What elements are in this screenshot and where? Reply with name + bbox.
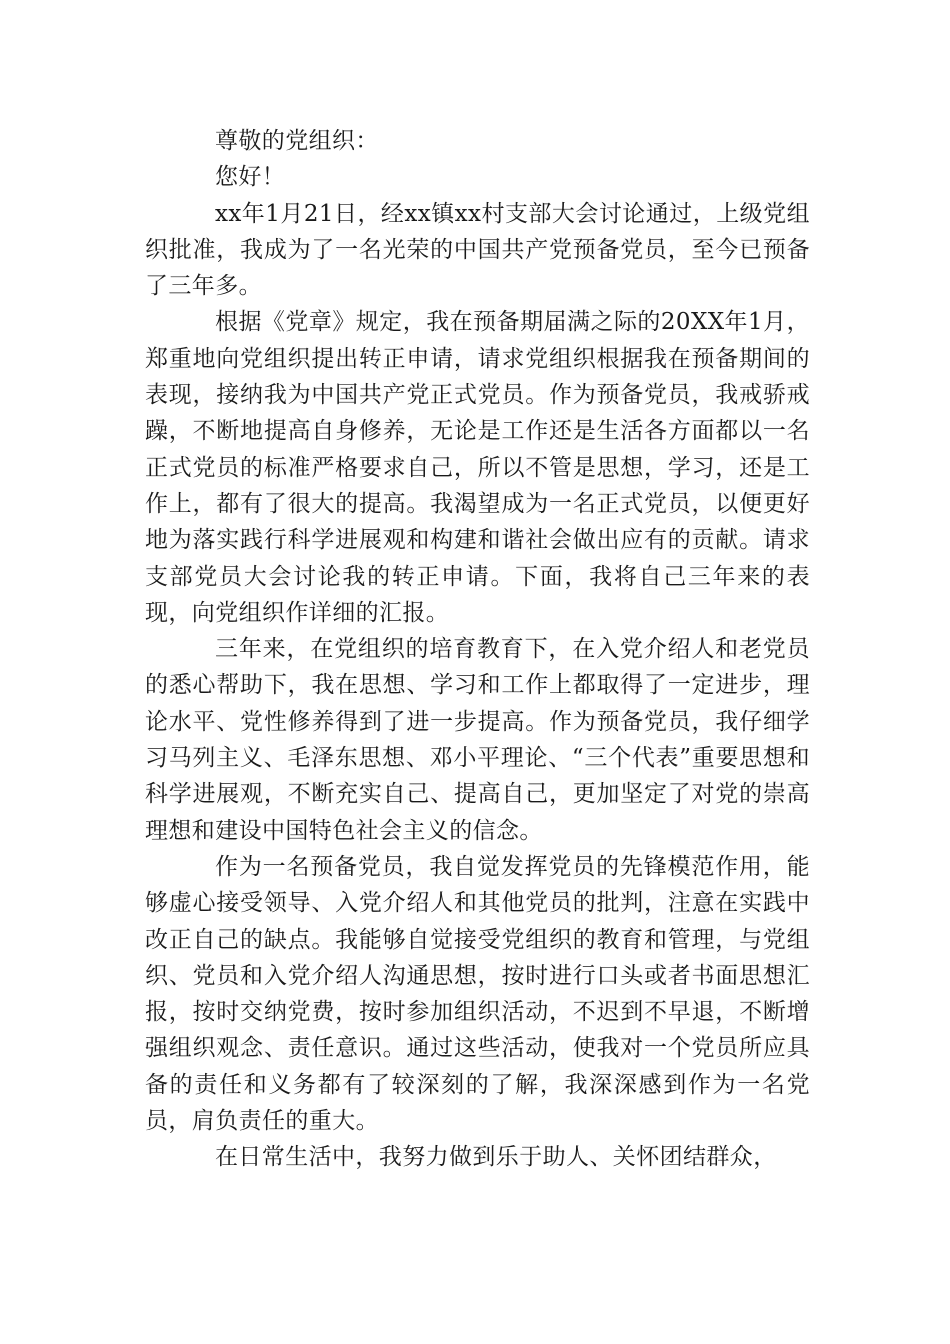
letter-body [145,123,810,1176]
paragraph-3: 三年来，在党组织的培育教育下，在入党介绍人和老党员的悉心帮助下，我在思想、学习和工作上都取得了一定进步，理论水平、党性修养得到了进一步提高。作为预备党员，我仔细学习马列主义、毛泽东思想、邓小平理论、“三个代表”重要思想和科学进展观，不断充实自己、提高自己，更加坚定了对党的崇高理想和建设中国特色社会主义的信念。 [145,636,810,844]
paragraph-4: 作为一名预备党员，我自觉发挥党员的先锋模范作用，能够虚心接受领导、入党介绍人和其他党员的批判，注意在实践中改正自己的缺点。我能够自觉接受党组织的教育和管理，与党组织、党员和入党介绍人沟通思想，按时进行口头或者书面思想汇报，按时交纳党费，按时参加组织活动，不迟到不早退，不断增强组织观念、责任意识。通过这些活动，使我对一个党员所应具备的责任和义务都有了较深刻的了解，我深深感到作为一名党员，肩负责任的重大。 [145,853,810,1135]
paragraph-2: 根据《党章》规定，我在预备期届满之际的20XX年1月，郑重地向党组织提出转正申请，请求党组织根据我在预备期间的表现，接纳我为中国共产党正式党员。作为预备党员，我戒骄戒躁，不断地提高自身修养，无论是工作还是生活各方面都以一名正式党员的标准严格要求自己，所以不管是思想，学习，还是工作上，都有了很大的提高。我渴望成为一名正式党员，以便更好地为落实践行科学进展观和构建和谐社会做出应有的贡献。请求支部党员大会讨论我的转正申请。下面，我将自己三年来的表现，向党组织作详细的汇报。 [145,309,810,626]
paragraph-1: xx年1月21日，经xx镇xx村支部大会讨论通过，上级党组织批准，我成为了一名光荣的中国共产党预备党员，至今已预备了三年多。 [145,200,810,300]
paragraph-5: 在日常生活中，我努力做到乐于助人、关怀团结群众， [215,1144,777,1171]
greeting: 您好！ [215,164,286,191]
salutation: 尊敬的党组织： [215,128,379,154]
